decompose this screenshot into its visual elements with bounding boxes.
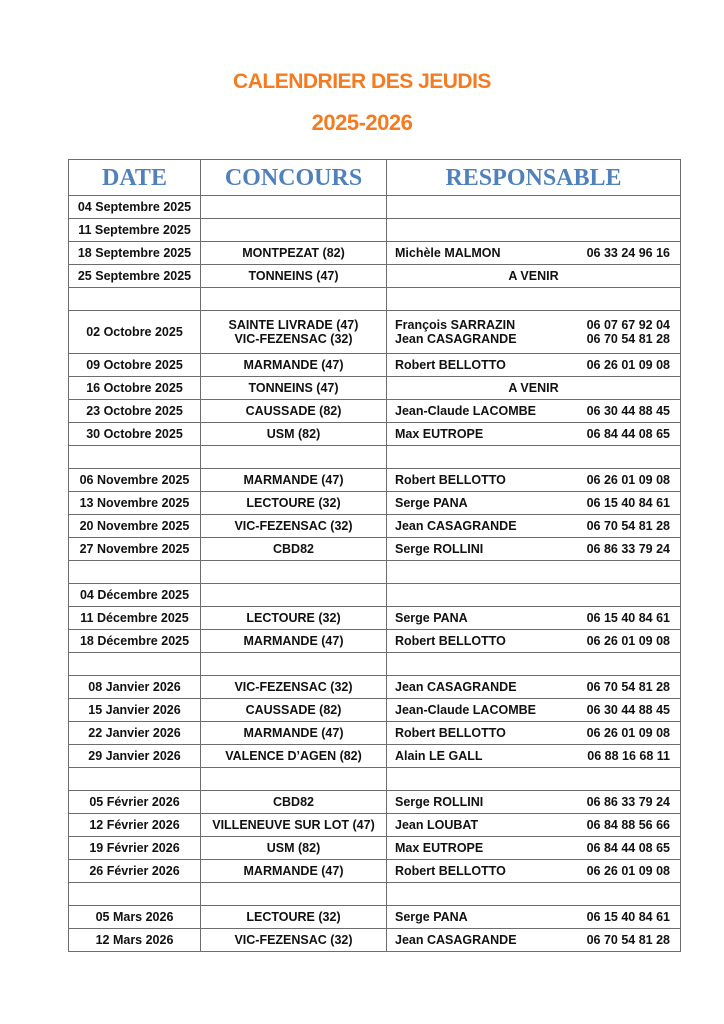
concours-cell: VILLENEUVE SUR LOT (47)	[201, 814, 387, 837]
responsable-name: Serge PANA	[395, 611, 468, 625]
concours-cell	[201, 768, 387, 791]
table-row	[69, 400, 681, 423]
header-responsable: RESPONSABLE	[387, 160, 681, 196]
phone-number: 06 33 24 96 16	[586, 246, 670, 260]
date-cell: 22 Janvier 2026	[69, 722, 201, 745]
date-cell: 11 Décembre 2025	[69, 607, 201, 630]
responsable-cell	[387, 377, 681, 400]
concours-cell	[201, 288, 387, 311]
concours-cell: VIC-FEZENSAC (32)	[201, 929, 387, 952]
header-date: DATE	[69, 160, 201, 196]
table-row	[69, 607, 681, 630]
concours-cell: MARMANDE (47)	[201, 722, 387, 745]
responsable-cell	[387, 791, 681, 814]
date-cell: 19 Février 2026	[69, 837, 201, 860]
phone-number: 06 84 44 08 65	[586, 841, 670, 855]
concours-cell	[201, 219, 387, 242]
date-cell: 26 Février 2026	[69, 860, 201, 883]
date-cell: 04 Décembre 2025	[69, 584, 201, 607]
table-row	[69, 354, 681, 377]
date-cell	[69, 446, 201, 469]
date-cell: 30 Octobre 2025	[69, 423, 201, 446]
table-row	[69, 676, 681, 699]
date-cell: 29 Janvier 2026	[69, 745, 201, 768]
responsable-cell	[387, 768, 681, 791]
phone-number: 06 70 54 81 28	[586, 933, 670, 947]
responsable-name: Jean CASAGRANDE	[395, 332, 517, 346]
responsable-name: Robert BELLOTTO	[395, 864, 506, 878]
concours-cell: USM (82)	[201, 837, 387, 860]
responsable-cell	[387, 400, 681, 423]
header-concours: CONCOURS	[201, 160, 387, 196]
responsable-name: Jean CASAGRANDE	[395, 933, 517, 947]
responsable-cell	[387, 860, 681, 883]
phone-number: 06 70 54 81 28	[586, 519, 670, 533]
responsable-name: Robert BELLOTTO	[395, 358, 506, 372]
concours-cell: CBD82	[201, 538, 387, 561]
table-row	[69, 768, 681, 791]
responsable-cell	[387, 492, 681, 515]
responsable-cell	[387, 883, 681, 906]
date-cell	[69, 768, 201, 791]
table-row	[69, 860, 681, 883]
phone-number: 06 26 01 09 08	[586, 634, 670, 648]
concours-cell: LECTOURE (32)	[201, 906, 387, 929]
concours-cell: VIC-FEZENSAC (32)	[201, 676, 387, 699]
responsable-cell	[387, 814, 681, 837]
responsable-cell	[387, 929, 681, 952]
responsable-name: François SARRAZIN	[395, 318, 516, 332]
date-cell: 23 Octobre 2025	[69, 400, 201, 423]
responsable-cell	[387, 469, 681, 492]
phone-number: 06 86 33 79 24	[586, 542, 670, 556]
status-text: A VENIR	[508, 381, 559, 395]
responsable-name: Serge ROLLINI	[395, 542, 484, 556]
concours-cell: MARMANDE (47)	[201, 469, 387, 492]
date-cell	[69, 653, 201, 676]
responsable-name: Jean LOUBAT	[395, 818, 479, 832]
table-row	[69, 446, 681, 469]
responsable-name: Michèle MALMON	[395, 246, 501, 260]
table-row	[69, 469, 681, 492]
date-cell: 25 Septembre 2025	[69, 265, 201, 288]
table-row	[69, 929, 681, 952]
date-cell: 12 Mars 2026	[69, 929, 201, 952]
responsable-name: Jean-Claude LACOMBE	[395, 404, 536, 418]
table-row	[69, 814, 681, 837]
responsable-cell	[387, 722, 681, 745]
responsable-cell	[387, 653, 681, 676]
phone-number: 06 26 01 09 08	[586, 726, 670, 740]
responsable-name: Robert BELLOTTO	[395, 473, 506, 487]
phone-number: 06 07 67 92 04	[586, 318, 670, 332]
responsable-name: Robert BELLOTTO	[395, 634, 506, 648]
date-cell: 05 Février 2026	[69, 791, 201, 814]
responsable-cell	[387, 196, 681, 219]
responsable-cell	[387, 607, 681, 630]
responsable-name: Alain LE GALL	[395, 749, 483, 763]
table-row	[69, 538, 681, 561]
date-cell: 12 Février 2026	[69, 814, 201, 837]
concours-cell: VIC-FEZENSAC (32)	[201, 515, 387, 538]
responsable-name: Serge PANA	[395, 496, 468, 510]
concours-cell: USM (82)	[201, 423, 387, 446]
responsable-cell	[387, 265, 681, 288]
table-row	[69, 311, 681, 354]
date-cell	[69, 561, 201, 584]
phone-number: 06 88 16 68 11	[587, 749, 670, 763]
table-row	[69, 745, 681, 768]
responsable-cell	[387, 515, 681, 538]
table-row	[69, 492, 681, 515]
concours-cell	[201, 653, 387, 676]
concours-cell: MONTPEZAT (82)	[201, 242, 387, 265]
concours-cell: LECTOURE (32)	[201, 492, 387, 515]
responsable-name: Robert BELLOTTO	[395, 726, 506, 740]
phone-number: 06 15 40 84 61	[586, 496, 670, 510]
table-row	[69, 906, 681, 929]
status-text: A VENIR	[508, 269, 559, 283]
concours-cell: CBD82	[201, 791, 387, 814]
concours-cell	[201, 883, 387, 906]
responsable-cell	[387, 837, 681, 860]
table-row	[69, 722, 681, 745]
table-row	[69, 288, 681, 311]
responsable-cell	[387, 630, 681, 653]
responsable-cell	[387, 538, 681, 561]
date-cell: 18 Septembre 2025	[69, 242, 201, 265]
concours-cell: LECTOURE (32)	[201, 607, 387, 630]
date-cell: 09 Octobre 2025	[69, 354, 201, 377]
date-cell	[69, 288, 201, 311]
concours-cell: VALENCE D’AGEN (82)	[201, 745, 387, 768]
responsable-cell	[387, 354, 681, 377]
responsable-cell	[387, 219, 681, 242]
concours-cell: TONNEINS (47)	[201, 377, 387, 400]
responsable-cell	[387, 311, 681, 354]
date-cell: 02 Octobre 2025	[69, 311, 201, 354]
date-cell: 08 Janvier 2026	[69, 676, 201, 699]
responsable-cell	[387, 906, 681, 929]
phone-number: 06 30 44 88 45	[586, 404, 670, 418]
date-cell: 04 Septembre 2025	[69, 196, 201, 219]
table-row	[69, 265, 681, 288]
responsable-cell	[387, 699, 681, 722]
concours-cell	[201, 561, 387, 584]
responsable-name: Jean CASAGRANDE	[395, 519, 517, 533]
phone-number: 06 26 01 09 08	[586, 473, 670, 487]
phone-number: 06 15 40 84 61	[586, 611, 670, 625]
date-cell: 06 Novembre 2025	[69, 469, 201, 492]
responsable-cell	[387, 288, 681, 311]
concours-cell	[201, 196, 387, 219]
responsable-cell	[387, 446, 681, 469]
table-row	[69, 791, 681, 814]
table-row	[69, 561, 681, 584]
date-cell: 27 Novembre 2025	[69, 538, 201, 561]
table-body	[69, 196, 681, 952]
date-cell: 18 Décembre 2025	[69, 630, 201, 653]
table-row	[69, 377, 681, 400]
table-row	[69, 242, 681, 265]
table-row	[69, 837, 681, 860]
concours-cell	[201, 446, 387, 469]
responsable-cell	[387, 584, 681, 607]
phone-number: 06 26 01 09 08	[586, 864, 670, 878]
concours-cell	[201, 584, 387, 607]
responsable-name: Jean-Claude LACOMBE	[395, 703, 536, 717]
concours-cell: MARMANDE (47)	[201, 630, 387, 653]
concours-cell	[201, 311, 387, 354]
phone-number: 06 26 01 09 08	[586, 358, 670, 372]
responsable-cell	[387, 423, 681, 446]
responsable-cell	[387, 561, 681, 584]
date-cell: 11 Septembre 2025	[69, 219, 201, 242]
responsable-name: Serge ROLLINI	[395, 795, 484, 809]
season-title: 2025-2026	[311, 110, 413, 135]
phone-number: 06 84 44 08 65	[586, 427, 670, 441]
table-row	[69, 515, 681, 538]
responsable-cell	[387, 242, 681, 265]
responsable-cell	[387, 745, 681, 768]
table-row	[69, 219, 681, 242]
phone-number: 06 30 44 88 45	[586, 703, 670, 717]
date-cell: 20 Novembre 2025	[69, 515, 201, 538]
header-row	[69, 160, 681, 196]
date-cell: 16 Octobre 2025	[69, 377, 201, 400]
phone-number: 06 15 40 84 61	[586, 910, 670, 924]
concours-cell: MARMANDE (47)	[201, 860, 387, 883]
phone-numbers	[587, 318, 670, 346]
phone-number: 06 70 54 81 28	[586, 332, 670, 346]
concours-name: SAINTE LIVRADE (47)	[228, 318, 359, 332]
responsable-cell	[387, 676, 681, 699]
concours-cell: CAUSSADE (82)	[201, 400, 387, 423]
concours-cell: TONNEINS (47)	[201, 265, 387, 288]
document-title: CALENDRIER DES JEUDIS	[233, 70, 491, 93]
concours-name: VIC-FEZENSAC (32)	[234, 332, 353, 346]
date-cell: 13 Novembre 2025	[69, 492, 201, 515]
responsable-name: Jean CASAGRANDE	[395, 680, 517, 694]
table-row	[69, 883, 681, 906]
responsable-name: Serge PANA	[395, 910, 468, 924]
table-row	[69, 196, 681, 219]
calendar-table	[68, 159, 681, 952]
phone-number: 06 84 88 56 66	[586, 818, 670, 832]
date-cell: 15 Janvier 2026	[69, 699, 201, 722]
date-cell: 05 Mars 2026	[69, 906, 201, 929]
phone-number: 06 70 54 81 28	[586, 680, 670, 694]
phone-number: 06 86 33 79 24	[586, 795, 670, 809]
table-row	[69, 630, 681, 653]
date-cell	[69, 883, 201, 906]
responsable-name: Max EUTROPE	[395, 427, 484, 441]
concours-cell: MARMANDE (47)	[201, 354, 387, 377]
concours-cell: CAUSSADE (82)	[201, 699, 387, 722]
table-row	[69, 699, 681, 722]
table-row	[69, 423, 681, 446]
table-row	[69, 584, 681, 607]
responsable-name: Max EUTROPE	[395, 841, 484, 855]
table-row	[69, 653, 681, 676]
